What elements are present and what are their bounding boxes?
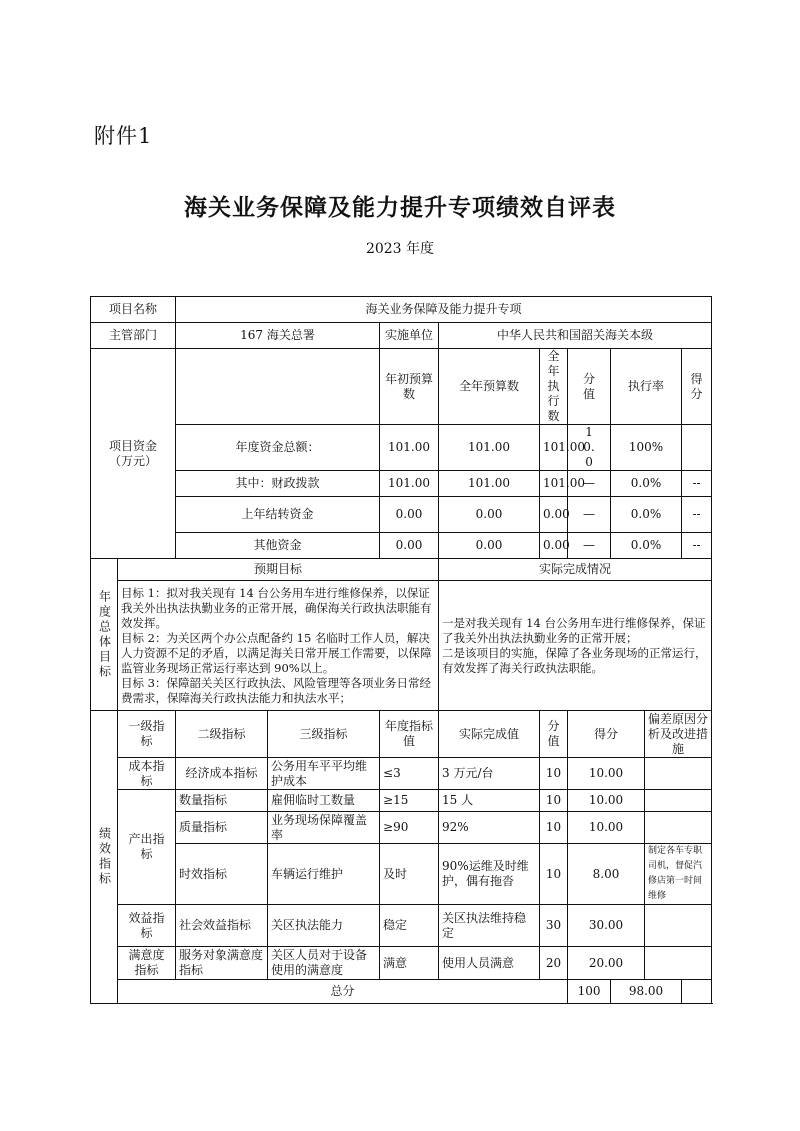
fund-rate: 0.0% — [611, 533, 682, 559]
fund-exec: 101.00 — [540, 425, 568, 471]
ind-actual: 关区执法维持稳定 — [439, 905, 540, 947]
ind-value: 10 — [540, 812, 568, 844]
expected-goal-header: 预期目标 — [118, 559, 439, 581]
ind-actual: 使用人员满意 — [439, 947, 540, 980]
fund-exec: 101.00 — [540, 471, 568, 497]
hdr-value — [540, 711, 568, 758]
ind-l2: 服务对象满意度指标 — [176, 947, 268, 980]
fund-rate: 0.0% — [611, 497, 682, 533]
ind-score: 20.00 — [568, 947, 645, 980]
fund-value: — — [568, 471, 611, 497]
fund-value-text: 10.0 — [583, 425, 595, 469]
ind-reason — [645, 905, 712, 947]
ind-l2: 质量指标 — [176, 812, 268, 844]
hdr-l1-text: 一级指标 — [128, 719, 165, 748]
ind-target: ≥15 — [380, 790, 439, 812]
hdr-l3: 三级指标 — [268, 711, 380, 758]
goals-row — [91, 581, 712, 711]
fund-full: 0.00 — [439, 533, 540, 559]
fund-name: 上年结转资金 — [176, 497, 380, 533]
ind-value: 30 — [540, 905, 568, 947]
fund-score: -- — [682, 471, 712, 497]
col-score-value-text: 分值 — [583, 371, 596, 401]
fund-exec: 0.00 — [540, 497, 568, 533]
actual-goals — [439, 581, 712, 711]
total-label: 总分 — [118, 980, 568, 1004]
ind-actual: 90%运维及时维护，偶有拖沓 — [439, 844, 540, 905]
hdr-reason — [645, 711, 712, 758]
funds-label — [91, 349, 176, 559]
project-name-value: 海关业务保障及能力提升专项 — [176, 297, 712, 323]
ind-target: ≥90 — [380, 812, 439, 844]
ind-reason: 制定各车专职司机，督促汽修店第一时间维修 — [645, 844, 712, 905]
ind-score: 10.00 — [568, 790, 645, 812]
expected-goal-1: 目标 1：拟对我关现有 14 台公务用车进行维修保养，以保证我关外出执法执勤业务的正常开展，确保海关行政执法职能有效发挥。 — [121, 585, 432, 630]
ind-score: 10.00 — [568, 758, 645, 790]
fund-value: — — [568, 497, 611, 533]
indicator-row — [91, 905, 712, 947]
goals-label: 年度总体目标 — [91, 559, 118, 711]
fund-name: 其中：财政拨款 — [176, 471, 380, 497]
hdr-target — [380, 711, 439, 758]
hdr-actual: 实际完成值 — [439, 711, 540, 758]
funds-header-row — [91, 349, 712, 425]
funds-row — [91, 425, 712, 471]
fund-full: 101.00 — [439, 425, 540, 471]
ind-value: 20 — [540, 947, 568, 980]
total-row — [91, 980, 712, 1004]
actual-goal-header: 实际完成情况 — [439, 559, 712, 581]
funds-row — [91, 497, 712, 533]
ind-l2: 社会效益指标 — [176, 905, 268, 947]
ind-reason — [645, 947, 712, 980]
ind-l1 — [118, 758, 176, 790]
col-budget-full: 全年预算数 — [439, 349, 540, 425]
ind-target: ≤3 — [380, 758, 439, 790]
actual-goal-1: 一是对我关现有 14 台公务用车进行维修保养，保证了我关外出执法执勤业务的正常开展； — [442, 615, 706, 645]
ind-l3: 业务现场保障覆盖率 — [268, 812, 380, 844]
year-label: 2023 年度 — [365, 241, 435, 257]
ind-reason — [645, 758, 712, 790]
fund-score — [682, 425, 712, 471]
output-l1 — [118, 790, 176, 905]
ind-l1-text: 成本指标 — [128, 758, 165, 788]
actual-goal-2: 二是该项目的实施，保障了各业务现场的正常运行，有效发挥了海关行政执法职能。 — [442, 645, 707, 675]
hdr-l1 — [118, 711, 176, 758]
ind-l3: 关区执法能力 — [268, 905, 380, 947]
indicator-row — [91, 790, 712, 812]
fund-start: 101.00 — [380, 471, 439, 497]
ind-l3: 公务用车平平均维护成本 — [268, 758, 380, 790]
ind-l3: 关区人员对于设备使用的满意度 — [268, 947, 380, 980]
impl-value: 中华人民共和国韶关海关本级 — [439, 323, 712, 349]
ind-l2: 数量指标 — [176, 790, 268, 812]
attachment-label: 附件1 — [94, 124, 153, 148]
fund-start: 0.00 — [380, 533, 439, 559]
ind-value: 10 — [540, 844, 568, 905]
funds-label-text: 项目资金（万元） — [108, 438, 157, 468]
funds-header-blank — [176, 349, 380, 425]
ind-score: 10.00 — [568, 812, 645, 844]
indicator-row — [91, 844, 712, 905]
ind-value: 10 — [540, 790, 568, 812]
dept-row — [91, 323, 712, 349]
fund-score: -- — [682, 533, 712, 559]
ind-l1-text: 效益指标 — [128, 910, 165, 940]
fund-name: 年度资金总额： — [176, 425, 380, 471]
fund-rate: 0.0% — [611, 471, 682, 497]
dept-value: 167 海关总署 — [176, 323, 380, 349]
fund-full: 101.00 — [439, 471, 540, 497]
ind-l2: 经济成本指标 — [176, 758, 268, 790]
project-name-label: 项目名称 — [91, 297, 176, 323]
col-budget-start: 年初预算数 — [380, 349, 439, 425]
ind-l1 — [118, 905, 176, 947]
total-score: 98.00 — [611, 980, 682, 1004]
fund-full: 0.00 — [439, 497, 540, 533]
funds-row — [91, 471, 712, 497]
ind-l3: 车辆运行维护 — [268, 844, 380, 905]
fund-value: — — [568, 533, 611, 559]
total-reason — [682, 980, 712, 1004]
fund-start: 101.00 — [380, 425, 439, 471]
expected-goal-3: 目标 3：保障韶关关区行政执法、风险管理等各项业务日常经费需求，保障海关行政执法能力和执法水平； — [121, 675, 431, 705]
ind-l2: 时效指标 — [176, 844, 268, 905]
impl-label: 实施单位 — [380, 323, 439, 349]
ind-actual: 92% — [439, 812, 540, 844]
expected-goal-2: 目标 2：为关区两个办公点配备约 15 名临时工作人员，解决人力资源不足的矛盾，以满足海关日常开展工作需要，以保障监管业务现场正常运行率达到 90%以上。 — [121, 630, 432, 675]
fund-rate: 100% — [611, 425, 682, 471]
indicators-label: 绩效指标 — [91, 711, 118, 1004]
ind-l1-text: 满意度指标 — [128, 948, 165, 977]
ind-score: 30.00 — [568, 905, 645, 947]
page-title: 海关业务保障及能力提升专项绩效自评表 — [184, 194, 616, 221]
indicators-header-row — [91, 711, 712, 758]
output-l1-text: 产出指标 — [128, 832, 165, 861]
hdr-reason-text: 偏差原因分析及改进措施 — [648, 711, 709, 756]
indicator-row — [91, 947, 712, 980]
total-value: 100 — [568, 980, 611, 1004]
fund-score: -- — [682, 497, 712, 533]
hdr-score: 得分 — [568, 711, 645, 758]
fund-name: 其他资金 — [176, 533, 380, 559]
fund-exec: 0.00 — [540, 533, 568, 559]
ind-actual: 3 万元/台 — [439, 758, 540, 790]
col-score-value — [568, 349, 611, 425]
goals-header-row — [91, 559, 712, 581]
ind-reason — [645, 790, 712, 812]
ind-reason — [645, 812, 712, 844]
evaluation-table — [90, 296, 712, 1004]
col-exec: 全年执行数 — [540, 349, 568, 425]
hdr-l2: 二级指标 — [176, 711, 268, 758]
ind-score: 8.00 — [568, 844, 645, 905]
indicator-row — [91, 758, 712, 790]
expected-goals — [118, 581, 439, 711]
dept-label: 主管部门 — [91, 323, 176, 349]
indicator-row — [91, 812, 712, 844]
hdr-target-text: 年度指标值 — [385, 719, 434, 748]
fund-start: 0.00 — [380, 497, 439, 533]
funds-row — [91, 533, 712, 559]
ind-target: 稳定 — [380, 905, 439, 947]
ind-target: 满意 — [380, 947, 439, 980]
ind-value: 10 — [540, 758, 568, 790]
col-score: 得分 — [682, 349, 712, 425]
hdr-value-text: 分值 — [547, 719, 560, 748]
ind-actual: 15 人 — [439, 790, 540, 812]
ind-l1 — [118, 947, 176, 980]
project-name-row — [91, 297, 712, 323]
col-rate: 执行率 — [611, 349, 682, 425]
ind-l3: 雇佣临时工数量 — [268, 790, 380, 812]
ind-target: 及时 — [380, 844, 439, 905]
